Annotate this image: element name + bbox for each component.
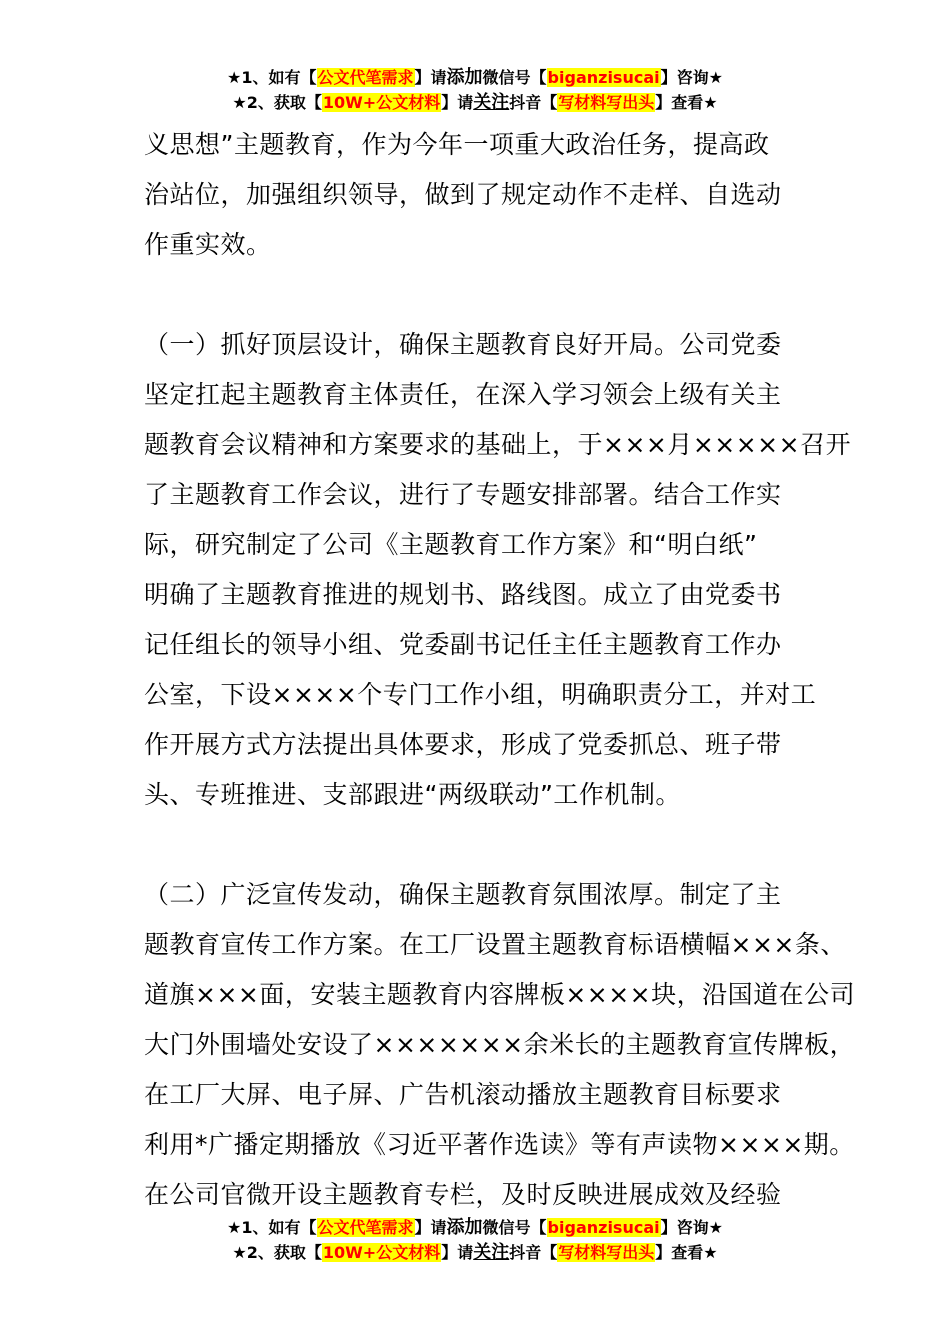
header-banner — [0, 66, 950, 116]
banner-wechat-id: biganzisucai — [547, 68, 660, 87]
star-icon: ★ — [703, 93, 718, 112]
banner-text: 】请 — [414, 68, 447, 87]
banner-text: 抖音【 — [509, 93, 558, 112]
text-line: 道旗×××面，安装主题教育内容牌板××××块，沿国道在公司 — [144, 980, 856, 1009]
banner-emphasis: 关注 — [473, 1242, 510, 1263]
text-line: 在公司官微开设主题教育专栏，及时反映进展成效及经验 — [144, 1180, 782, 1209]
banner-text: 】请 — [441, 93, 474, 112]
banner-text: 】查看 — [655, 93, 704, 112]
text-line: 坚定扛起主题教育主体责任，在深入学习领会上级有关主 — [144, 380, 782, 409]
banner-text: 抖音【 — [509, 1243, 558, 1262]
text-line: 了主题教育工作会议，进行了专题安排部署。结合工作实 — [144, 480, 782, 509]
text-line: （一）抓好顶层设计，确保主题教育良好开局。公司党委 — [144, 330, 782, 359]
banner-emphasis: 添加 — [446, 1217, 483, 1238]
paragraph-gap — [144, 270, 834, 320]
banner-text: 】咨询 — [660, 1218, 709, 1237]
text-line: 头、专班推进、支部跟进“两级联动”工作机制。 — [144, 780, 681, 809]
banner-text: 2、获取【 — [246, 1243, 322, 1262]
paragraph-1 — [144, 120, 834, 270]
text-line: 大门外围墙处安设了×××××××余米长的主题教育宣传牌板， — [144, 1030, 856, 1059]
banner-highlight: 10W+公文材料 — [322, 93, 441, 112]
banner-text: 2、获取【 — [246, 93, 322, 112]
text-line: （二）广泛宣传发动，确保主题教育氛围浓厚。制定了主 — [144, 880, 782, 909]
text-line: 明确了主题教育推进的规划书、路线图。成立了由党委书 — [144, 580, 782, 609]
document-body — [144, 120, 856, 1220]
text-line: 作开展方式方法提出具体要求，形成了党委抓总、班子带 — [144, 730, 782, 759]
text-line: 作重实效。 — [144, 230, 272, 259]
banner-text: 】请 — [441, 1243, 474, 1262]
text-line: 治站位，加强组织领导，做到了规定动作不走样、自选动 — [144, 180, 782, 209]
text-line: 题教育宣传工作方案。在工厂设置主题教育标语横幅×××条、 — [144, 930, 846, 959]
footer-banner — [0, 1216, 950, 1266]
text-line: 利用*广播定期播放《习近平著作选读》等有声读物××××期。 — [144, 1130, 855, 1159]
banner-line-2 — [0, 1241, 950, 1266]
star-icon: ★ — [227, 1218, 242, 1237]
banner-text: 1、如有【 — [241, 1218, 317, 1237]
text-line: 记任组长的领导小组、党委副书记任主任主题教育工作办 — [144, 630, 782, 659]
star-icon: ★ — [708, 68, 723, 87]
paragraph-gap — [144, 820, 834, 870]
banner-highlight: 10W+公文材料 — [322, 1243, 441, 1262]
banner-line-2 — [0, 91, 950, 116]
text-line: 在工厂大屏、电子屏、广告机滚动播放主题教育目标要求 — [144, 1080, 782, 1109]
star-icon: ★ — [227, 68, 242, 87]
banner-emphasis: 关注 — [473, 92, 510, 113]
banner-highlight: 公文代笔需求 — [317, 1218, 414, 1237]
banner-text: 微信号【 — [482, 68, 547, 87]
banner-douyin-id: 写材料写出头 — [558, 1243, 655, 1262]
banner-emphasis: 添加 — [446, 67, 483, 88]
star-icon: ★ — [232, 1243, 247, 1262]
banner-text: 】查看 — [655, 1243, 704, 1262]
paragraph-3 — [144, 870, 856, 1220]
banner-line-1 — [0, 66, 950, 91]
text-line: 题教育会议精神和方案要求的基础上，于×××月×××××召开 — [144, 430, 852, 459]
banner-highlight: 公文代笔需求 — [317, 68, 414, 87]
banner-text: 微信号【 — [482, 1218, 547, 1237]
text-line: 义思想”主题教育，作为今年一项重大政治任务，提高政 — [144, 130, 770, 159]
star-icon: ★ — [703, 1243, 718, 1262]
banner-line-1 — [0, 1216, 950, 1241]
star-icon: ★ — [232, 93, 247, 112]
banner-douyin-id: 写材料写出头 — [558, 93, 655, 112]
banner-text: 1、如有【 — [241, 68, 317, 87]
star-icon: ★ — [708, 1218, 723, 1237]
banner-wechat-id: biganzisucai — [547, 1218, 660, 1237]
paragraph-2 — [144, 320, 852, 820]
banner-text: 】咨询 — [660, 68, 709, 87]
banner-text: 】请 — [414, 1218, 447, 1237]
text-line: 际，研究制定了公司《主题教育工作方案》和“明白纸” — [144, 530, 758, 559]
text-line: 公室，下设××××个专门工作小组，明确职责分工，并对工 — [144, 680, 817, 709]
